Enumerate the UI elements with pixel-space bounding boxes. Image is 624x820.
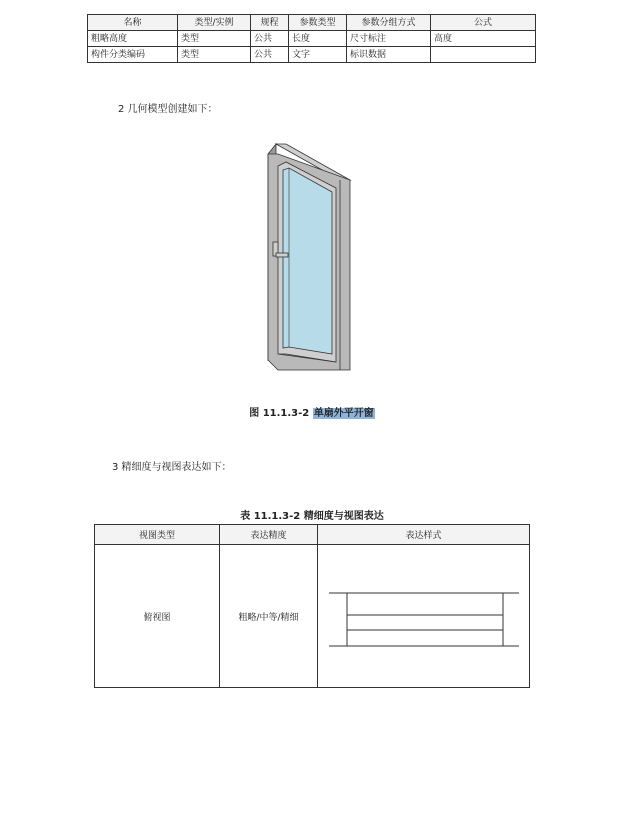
header-type-instance: 类型/实例 — [178, 15, 251, 31]
view-table-header-row — [95, 525, 530, 545]
paragraph-geometry: 2 几何模型创建如下： — [118, 104, 218, 115]
header-style: 表达样式 — [318, 525, 530, 545]
figure-caption — [0, 404, 624, 419]
table-cell: 高度 — [431, 31, 536, 47]
table-cell — [431, 47, 536, 63]
header-param-type: 参数类型 — [289, 15, 347, 31]
table-row — [95, 545, 530, 688]
paragraph-detail-level: 3 精细度与视图表达如下： — [112, 462, 232, 473]
table-cell: 文字 — [289, 47, 347, 63]
view-expression-table — [94, 524, 530, 688]
table-cell: 类型 — [178, 31, 251, 47]
table-cell: 长度 — [289, 31, 347, 47]
glass-pane — [283, 168, 332, 354]
table-caption: 表 11.1.3-2 精细度与视图表达 — [240, 511, 384, 522]
table-cell: 类型 — [178, 47, 251, 63]
table-cell: 构件分类编码 — [88, 47, 178, 63]
precision-cell: 粗略/中等/精细 — [220, 545, 318, 688]
header-param-group: 参数分组方式 — [347, 15, 431, 31]
figure-caption-title: 单扇外平开窗 — [313, 408, 374, 419]
table-cell: 粗略高度 — [88, 31, 178, 47]
header-discipline: 规程 — [251, 15, 289, 31]
header-name: 名称 — [88, 15, 178, 31]
table-row — [88, 31, 536, 47]
style-cell — [318, 545, 530, 688]
header-precision: 表达精度 — [220, 525, 318, 545]
table-cell: 尺寸标注 — [347, 31, 431, 47]
window-handle-lever — [276, 253, 288, 257]
header-view-type: 视图类型 — [95, 525, 220, 545]
figure-caption-number: 图 11.1.3-2 — [249, 408, 313, 419]
plan-view-symbol — [319, 545, 529, 684]
view-type-cell: 俯视图 — [95, 545, 220, 688]
table-cell: 公共 — [251, 31, 289, 47]
header-formula: 公式 — [431, 15, 536, 31]
window-3d-illustration — [258, 140, 358, 380]
parameter-table-header-row — [88, 15, 536, 31]
table-cell: 标识数据 — [347, 47, 431, 63]
table-row — [88, 47, 536, 63]
table-cell: 公共 — [251, 47, 289, 63]
parameter-table — [87, 14, 536, 63]
